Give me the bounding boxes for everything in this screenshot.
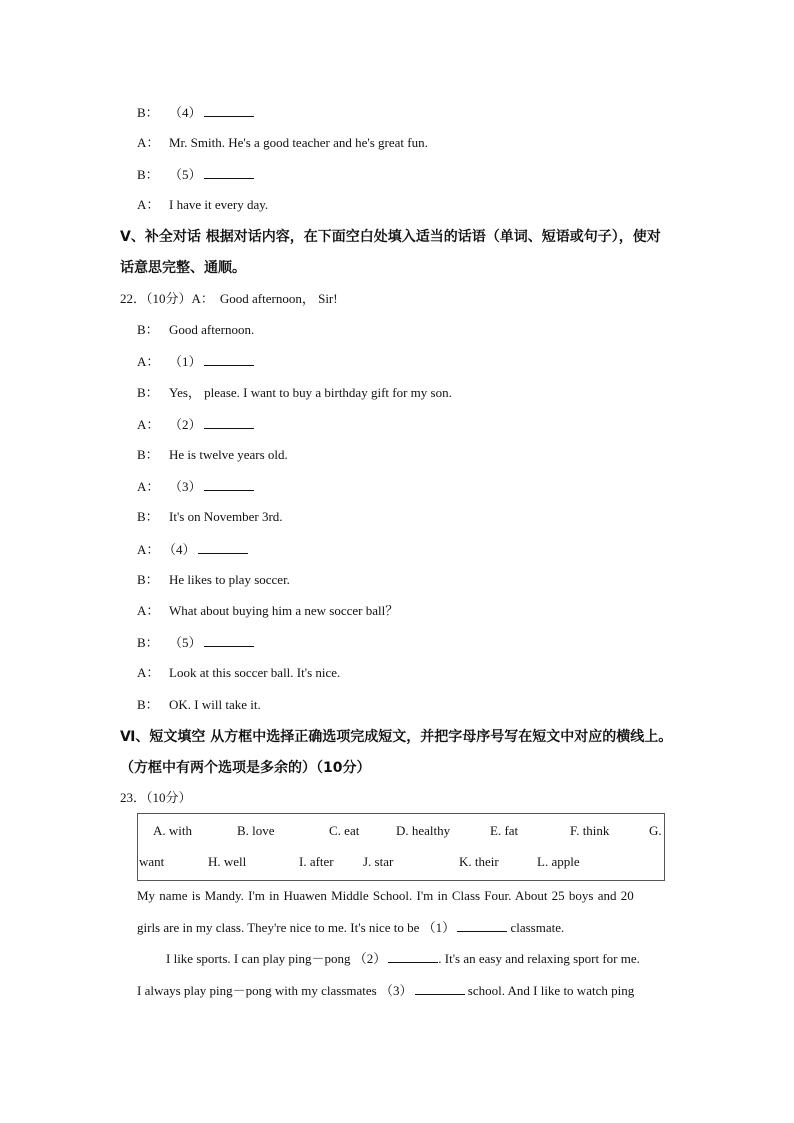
answer-blank[interactable] <box>204 634 254 647</box>
speaker-label: A： <box>137 417 160 432</box>
option-item: L. apple <box>537 854 580 869</box>
section-heading-cont: 话意思完整、通顺。 <box>120 260 246 276</box>
dialogue-line <box>137 478 254 495</box>
dialogue-line <box>137 197 268 213</box>
speaker-label: A： <box>137 135 160 150</box>
option-item: F. think <box>570 823 610 838</box>
option-item: D. healthy <box>396 823 451 838</box>
speaker-label: A： <box>137 603 160 618</box>
passage-text: classmate. <box>507 920 565 935</box>
passage-line <box>166 950 640 967</box>
option-item: want <box>139 854 165 869</box>
dialogue-line <box>137 322 254 338</box>
section-heading: Ⅵ、短文填空 从方框中选择正确选项完成短文，并把字母序号写在短文中对应的横线上。 <box>120 729 673 745</box>
passage-text: school. And I like to watch ping <box>464 983 635 998</box>
option-item: J. star <box>363 854 394 869</box>
dialogue-text: He likes to play soccer. <box>169 572 290 587</box>
speaker-label: A： <box>137 197 160 212</box>
dialogue-text: He is twelve years old. <box>169 447 288 462</box>
option-item: I. after <box>299 854 334 869</box>
option-item: E. fat <box>490 823 519 838</box>
dialogue-text: Good afternoon， Sir! <box>219 291 338 306</box>
answer-blank[interactable] <box>388 950 438 963</box>
answer-blank[interactable] <box>204 166 254 179</box>
dialogue-line <box>137 697 261 713</box>
blank-number: （4） <box>169 105 202 120</box>
passage-text: . It's an easy and relaxing sport for me. <box>438 951 640 966</box>
speaker-label: B： <box>137 447 159 462</box>
dialogue-text: Mr. Smith. He's a good teacher and he's great fun. <box>169 135 428 150</box>
speaker-label: B： <box>137 697 159 712</box>
passage-line <box>137 919 564 936</box>
dialogue-text: Look at this soccer ball. It's nice. <box>169 665 341 680</box>
passage-text: girls are in my class. They're nice to me. It's nice to be <box>137 920 423 935</box>
speaker-label: A： <box>137 665 160 680</box>
dialogue-line <box>137 665 340 681</box>
option-item: K. their <box>459 854 499 869</box>
dialogue-line <box>137 104 254 121</box>
passage-text: My name is Mandy. I'm in Huawen Middle School. I'm in Class Four. About 25 boys and 20 <box>137 888 634 903</box>
blank-number: （2） <box>169 417 202 432</box>
dialogue-line <box>137 416 254 433</box>
passage-line <box>137 888 634 904</box>
answer-blank[interactable] <box>198 541 248 554</box>
blank-number: （1） <box>422 920 456 935</box>
blank-number: （5） <box>169 167 202 182</box>
passage-line <box>137 982 634 999</box>
speaker-label: B： <box>137 385 159 400</box>
dialogue-line <box>137 509 283 525</box>
dialogue-line <box>137 603 398 619</box>
speaker-label: A： <box>137 354 160 369</box>
option-item: G. <box>649 823 662 838</box>
question-line <box>120 291 338 307</box>
section-heading-cont: （方框中有两个选项是多余的）（10分） <box>120 760 371 776</box>
answer-blank[interactable] <box>204 353 254 366</box>
answer-blank[interactable] <box>415 982 465 995</box>
dialogue-text: I have it every day. <box>169 197 269 212</box>
answer-blank[interactable] <box>457 919 507 932</box>
speaker-label: A： <box>137 542 160 557</box>
blank-number: （5） <box>169 635 202 650</box>
blank-number: （3） <box>169 479 202 494</box>
dialogue-text: It's on November 3rd. <box>169 509 283 524</box>
blank-number: （4） <box>163 542 196 557</box>
dialogue-line <box>137 634 254 651</box>
answer-blank[interactable] <box>204 104 254 117</box>
dialogue-line <box>137 135 428 151</box>
option-item: A. with <box>153 823 192 838</box>
answer-blank[interactable] <box>204 478 254 491</box>
option-item: H. well <box>208 854 247 869</box>
dialogue-line <box>137 447 288 463</box>
speaker-label: A： <box>137 479 160 494</box>
dialogue-line <box>137 572 290 588</box>
speaker-label: B： <box>137 509 159 524</box>
dialogue-text: Yes， please. I want to buy a birthday gift for my son. <box>169 385 452 400</box>
speaker-label: B： <box>137 167 159 182</box>
dialogue-line <box>137 541 248 558</box>
dialogue-line <box>137 166 254 183</box>
passage-text: I like sports. I can play ping－pong <box>166 951 354 966</box>
answer-blank[interactable] <box>204 416 254 429</box>
question-label: 23．（10分） <box>120 790 192 805</box>
option-item: C. eat <box>329 823 360 838</box>
dialogue-line <box>137 385 452 401</box>
speaker-label: B： <box>137 572 159 587</box>
blank-number: （1） <box>169 354 202 369</box>
dialogue-text: Good afternoon. <box>169 322 255 337</box>
dialogue-line <box>137 353 254 370</box>
speaker-label: B： <box>137 635 159 650</box>
section-heading: Ⅴ、补全对话 根据对话内容，在下面空白处填入适当的话语（单词、短语或句子），使对 <box>120 229 661 245</box>
question-label: 22．（10分）A： <box>120 291 214 306</box>
dialogue-text: What about buying him a new soccer ball？ <box>169 603 399 618</box>
passage-text: I always play ping－pong with my classmates <box>137 983 380 998</box>
blank-number: （2） <box>353 951 387 966</box>
option-item: B. love <box>237 823 275 838</box>
blank-number: （3） <box>380 983 413 998</box>
speaker-label: B： <box>137 322 159 337</box>
dialogue-text: OK. I will take it. <box>169 697 261 712</box>
speaker-label: B： <box>137 105 159 120</box>
